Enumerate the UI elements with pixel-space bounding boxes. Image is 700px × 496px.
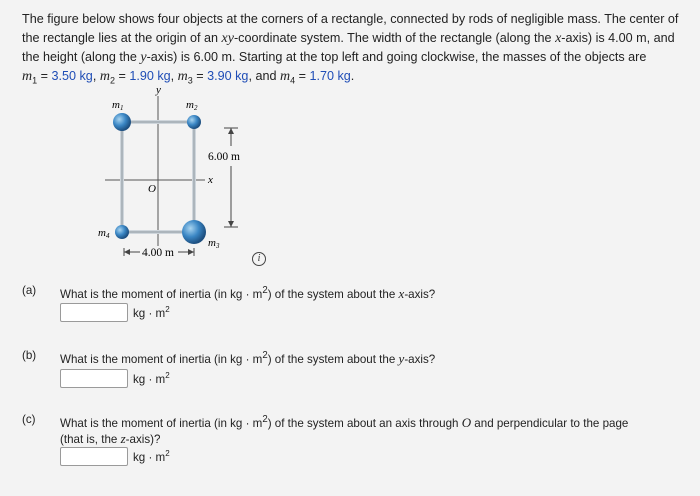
- answer-row-b: [60, 369, 170, 388]
- label-m1: m1: [112, 99, 124, 112]
- question-c: (c) What is the moment of inertia (in kg · $m^2$) of the system about an axis through O and perpendicular to the page (that is, the z-axis)?: [22, 413, 629, 446]
- width-label: 4.00 m: [142, 247, 174, 259]
- mass-m4: [115, 225, 129, 239]
- mass-value-2: 1.90 kg: [129, 69, 171, 83]
- label-m2: m2: [186, 99, 198, 112]
- mass-values: $m_1 = 3.50$ kg, $m_2 = 1.90$ kg, $m_3 = 3.90$ kg, and $m_4 = 1.70$ kg.: [22, 69, 355, 86]
- rectangle-figure: [90, 86, 270, 266]
- unit-c: kg · $m^2$: [133, 449, 170, 464]
- info-icon[interactable]: i: [252, 252, 266, 266]
- answer-row-a: [60, 303, 170, 322]
- mass-m3: [182, 220, 206, 244]
- answer-row-c: [60, 447, 170, 466]
- y-axis-label: y: [156, 86, 161, 96]
- answer-input-b[interactable]: [60, 369, 128, 388]
- question-b: (b) What is the moment of inertia (in kg · $m^2$) of the system about the y-axis?: [22, 349, 436, 366]
- answer-input-a[interactable]: [60, 303, 128, 322]
- mass-m1: [113, 113, 131, 131]
- x-axis-label: x: [208, 174, 213, 186]
- height-label: 6.00 m: [208, 151, 240, 163]
- label-m3: m3: [208, 237, 220, 250]
- mass-value-3: 3.90 kg: [207, 69, 249, 83]
- mass-value-1: 3.50 kg: [51, 69, 93, 83]
- mass-value-4: 1.70 kg: [309, 69, 351, 83]
- label-m4: m4: [98, 227, 110, 240]
- problem-statement: The figure below shows four objects at the corners of a rectangle, connected by rods of negligible mass. The center of the rectangle lies at the origin of an xy-coordinate system. The width of the rectangle (along the x-axis) is 4.00 m, and the height (along the y-axis) is 6.00 m. Starting at the top left and going clockwise, the masses of the objects are $m_1 = 3.50$ kg, $m_2 = 1.90$ kg, $m_3 = 3.90$ kg, and $m_4 = 1.70$ kg.: [22, 12, 679, 86]
- unit-b: kg · $m^2$: [133, 371, 170, 386]
- question-a: (a) What is the moment of inertia (in kg · $m^2$) of the system about the x-axis?: [22, 284, 436, 301]
- mass-m2: [187, 115, 201, 129]
- unit-a: kg · $m^2$: [133, 305, 170, 320]
- origin-label: O: [148, 183, 156, 195]
- answer-input-c[interactable]: [60, 447, 128, 466]
